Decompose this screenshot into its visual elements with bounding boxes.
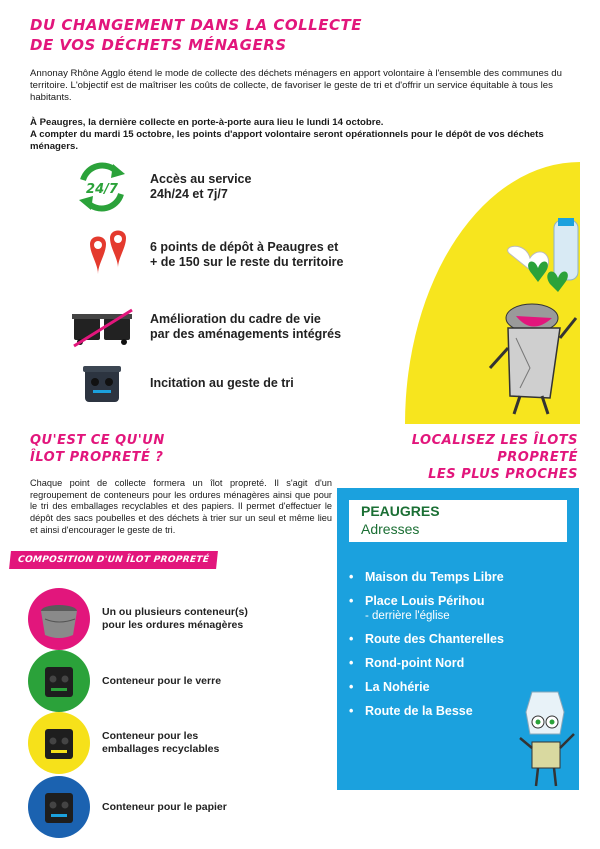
address-label: Route de la Besse	[365, 704, 473, 718]
address-label: La Nohérie	[365, 680, 430, 694]
household-bin-icon	[28, 588, 90, 650]
container-household-text	[102, 606, 248, 632]
container-household-line-2: pour les ordures ménagères	[102, 619, 244, 631]
feature-points	[70, 230, 344, 280]
glass-container-icon	[28, 650, 90, 712]
feature-access	[70, 162, 251, 212]
ilot-description: Chaque point de collecte formera un îlot propreté. Il s'agit d'un regroupement de conteneurs pour les ordures ménagères ainsi que pour le tri des emballages recyclables et des papiers. Il permet d'effectuer le dépôt des sacs poubelles et des déchets à trier sur un seul et même lieu et ainsi d'encourager le geste de tri.	[30, 478, 332, 535]
container-packaging-text	[102, 730, 219, 756]
container-household-line-1: Un ou plusieurs conteneur(s)	[102, 606, 248, 618]
feature-environment-line-1: Amélioration du cadre de vie	[150, 312, 321, 326]
bullet-icon: •	[349, 594, 354, 608]
container-paper	[28, 776, 227, 838]
bullet-icon: •	[349, 570, 354, 584]
bullet-icon: •	[349, 680, 354, 694]
bottle-mascot-illustration	[516, 682, 580, 790]
packaging-container-icon	[28, 712, 90, 774]
address-label: Place Louis Périhou	[365, 594, 485, 608]
can-mascot-illustration	[470, 218, 580, 418]
composition-badge: COMPOSITION D'UN ÎLOT PROPRETÉ	[9, 551, 218, 569]
address-item	[349, 570, 574, 585]
feature-sorting	[70, 358, 294, 408]
page-title-line-2: DE VOS DÉCHETS MÉNAGERS	[30, 36, 287, 54]
container-packaging-line-2: emballages recyclables	[102, 743, 220, 755]
intro-paragraph: Annonay Rhône Agglo étend le mode de collecte des déchets ménagers en apport volontaire à l'ensemble des communes du territoire. L'objectif est de maîtriser les coûts de collecte, de favoriser le geste de tri et d'offrir un service équitable à tous les habitants.	[30, 68, 562, 103]
addresses-card-title: PEAUGRES	[361, 503, 440, 519]
container-packaging	[28, 712, 219, 774]
feature-access-line-1: Accès au service	[150, 172, 252, 186]
feature-points-line-2: + de 150 sur le reste du territoire	[150, 255, 344, 269]
locate-section-title	[330, 432, 578, 483]
feature-access-text	[150, 172, 251, 202]
address-label: Maison du Temps Libre	[365, 570, 504, 584]
feature-points-line-1: 6 points de dépôt à Peaugres et	[150, 240, 339, 254]
feature-environment-line-2: par des aménagements intégrés	[150, 327, 342, 341]
ilot-title-line-1: QU'EST CE QU'UN	[30, 433, 165, 448]
sorting-container-icon	[70, 358, 134, 408]
feature-sorting-line-1: Incitation au geste de tri	[150, 375, 294, 390]
bullet-icon: •	[349, 656, 354, 670]
addresses-card-header	[349, 500, 567, 542]
feature-points-text	[150, 240, 344, 270]
24-7-recycle-icon	[70, 162, 134, 212]
container-glass-line-1: Conteneur pour le verre	[102, 674, 222, 687]
crossed-bins-icon	[70, 302, 134, 352]
locate-title-line-2: LES PLUS PROCHES	[428, 467, 578, 482]
bullet-icon: •	[349, 704, 354, 718]
paper-container-icon	[28, 776, 90, 838]
container-paper-text	[102, 801, 227, 814]
page-title-line-1: DU CHANGEMENT DANS LA COLLECTE	[30, 16, 362, 34]
container-household	[28, 588, 248, 650]
locate-title-line-1: LOCALISEZ LES ÎLOTS PROPRETÉ	[411, 433, 578, 465]
page-title	[30, 15, 362, 55]
feature-environment-text	[150, 312, 341, 342]
address-item	[349, 594, 574, 623]
map-pin-icon	[70, 230, 134, 280]
addresses-card-subtitle: Adresses	[361, 521, 420, 537]
container-packaging-line-1: Conteneur pour les	[102, 730, 199, 742]
collection-notice	[30, 117, 578, 153]
ilot-section-title	[30, 432, 165, 466]
24-7-label: 24/7	[86, 182, 118, 197]
address-item	[349, 632, 574, 647]
notice-line-2: A compter du mardi 15 octobre, les points d'apport volontaire seront opérationnels pour le dépôt de vos déchets ménagers.	[30, 129, 544, 152]
address-label: Rond-point Nord	[365, 656, 465, 670]
notice-line-1: À Peaugres, la dernière collecte en porte-à-porte aura lieu le lundi 14 octobre.	[30, 117, 384, 128]
ilot-title-line-2: ÎLOT PROPRETÉ ?	[30, 450, 164, 465]
container-glass-text	[102, 675, 221, 688]
container-glass	[28, 650, 221, 712]
address-sublabel: - derrière l'église	[365, 610, 450, 622]
address-label: Route des Chanterelles	[365, 632, 504, 646]
feature-sorting-text	[150, 376, 294, 391]
bullet-icon: •	[349, 632, 354, 646]
feature-access-line-2: 24h/24 et 7j/7	[150, 187, 228, 201]
feature-environment	[70, 302, 341, 352]
container-paper-line-1: Conteneur pour le papier	[102, 800, 227, 813]
address-item	[349, 656, 574, 671]
